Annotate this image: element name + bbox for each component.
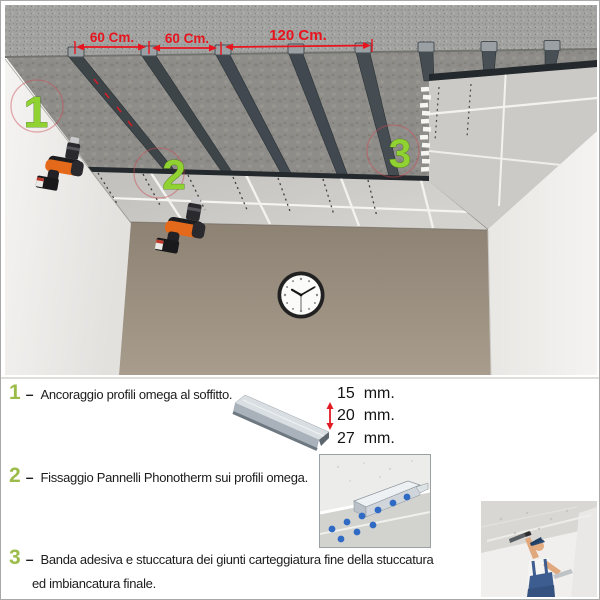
- profile-size-15: 15 mm.: [337, 385, 395, 402]
- step-1-row: [9, 382, 232, 403]
- dim-60-1: 60 Cm.: [89, 30, 135, 45]
- divider: [1, 377, 600, 379]
- marker-1: 1: [23, 88, 49, 137]
- panel-fixing-drawing: [320, 455, 430, 547]
- dim-60-2: 60 Cm.: [164, 31, 210, 46]
- profile-size-27: 27 mm.: [337, 430, 395, 447]
- step-1-dash: –: [25, 386, 34, 402]
- step-2-row: [9, 465, 308, 486]
- panel-fixing-figure: [319, 454, 431, 548]
- ceiling-scene-illustration: [1, 1, 600, 379]
- step-1-text: Ancoraggio profili omega al soffitto.: [40, 387, 233, 402]
- margin-left: [1, 1, 5, 379]
- plastering-photo: [481, 501, 597, 597]
- plastering-figure: [481, 501, 597, 597]
- wall-clock: [278, 272, 325, 319]
- step-2-number: 2: [9, 464, 21, 487]
- step-3-text-line2: ed imbiancatura finale.: [32, 576, 156, 591]
- marker-3: 3: [388, 132, 412, 176]
- step-3-row: [9, 547, 433, 568]
- step-3-number: 3: [9, 546, 21, 569]
- margin-top: [1, 1, 600, 5]
- step-1-number: 1: [9, 381, 21, 404]
- step-3-text-line1: Banda adesiva e stuccatura dei giunti carteggiatura fine della stuccatura: [40, 552, 434, 567]
- height-arrow-icon: [323, 402, 337, 430]
- profile-size-20: 20 mm.: [337, 407, 395, 424]
- omega-profile-drawing: [231, 385, 333, 451]
- step-3-dash: –: [25, 551, 34, 567]
- marker-2: 2: [162, 151, 186, 198]
- step-2-dash: –: [25, 469, 34, 485]
- step-2-text: Fissaggio Pannelli Phonotherm sui profili omega.: [40, 470, 308, 485]
- dim-120: 120 Cm.: [269, 27, 327, 44]
